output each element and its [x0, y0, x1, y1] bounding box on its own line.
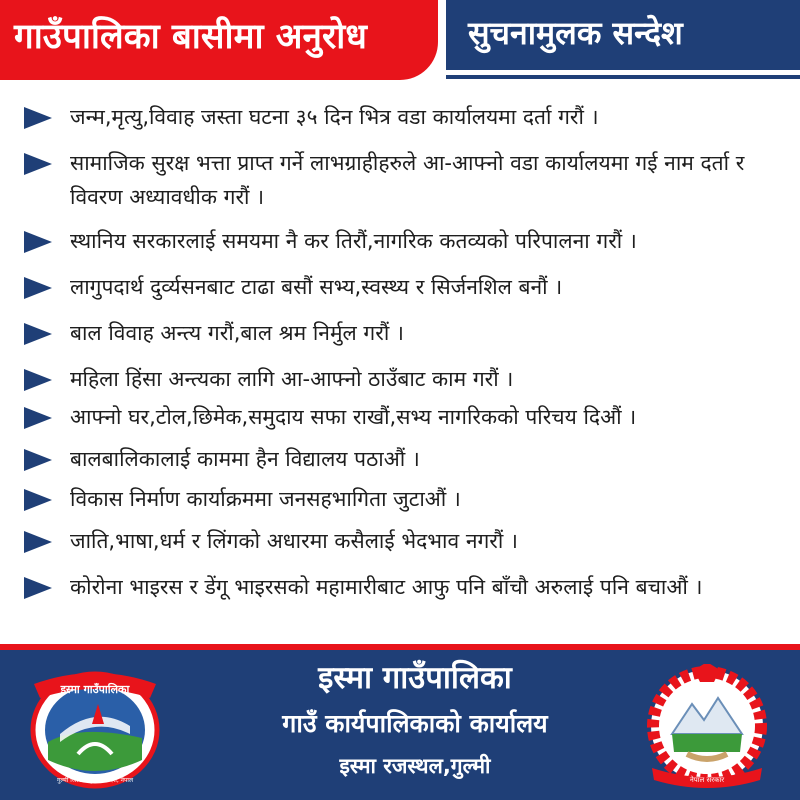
header-right-banner — [446, 0, 800, 70]
header-left-banner — [0, 0, 438, 80]
bullet-arrow-icon — [24, 153, 52, 175]
bullet-arrow-icon — [24, 107, 52, 129]
logo-bottom-text: गुल्मी जिल्ला, लुम्बिनी प्रदेश, नेपाल — [56, 777, 134, 784]
list-item-text: लागुपदार्थ दुर्व्यसनबाट टाढा बसौं सभ्य,स्वस्थ्य र सिर्जनशिल बनौं । — [70, 275, 563, 299]
bullet-arrow-icon — [24, 323, 52, 345]
government-emblem — [632, 664, 782, 794]
list-item-text: विकास निर्माण कार्याक्रममा जनसहभागिता जुटाऔं । — [70, 487, 461, 511]
bullet-arrow-icon — [24, 231, 52, 253]
list-item-text: जाति,भाषा,धर्म र लिंगको अधारमा कसैलाई भेदभाव नगरौं । — [70, 529, 518, 553]
bullet-arrow-icon — [24, 531, 52, 553]
list-item-text: स्थानिय सरकारलाई समयमा नै कर तिरौं,नागरिक कतव्यको परिपालना गरौं । — [70, 229, 637, 253]
bullet-arrow-icon — [24, 369, 52, 391]
footer-top-line — [0, 644, 800, 650]
footer-address: इस्मा रजस्थल,गुल्मी — [339, 754, 491, 778]
list-item-text: महिला हिंसा अन्त्यका लागि आ-आफ्नो ठाउँबाट काम गरौं । — [70, 367, 514, 391]
header-underline — [446, 75, 800, 79]
municipality-logo — [20, 664, 170, 794]
list-item-text: आफ्नो घर,टोल,छिमेक,समुदाय सफा राखौं,सभ्य नागरिकको परिचय दिऔं । — [70, 405, 637, 429]
header-right-title: सुचनामुलक सन्देश — [468, 14, 683, 52]
bullet-arrow-icon — [24, 449, 52, 471]
list-item-text: बालबालिकालाई काममा हैन विद्यालय पठाऔं । — [70, 447, 420, 471]
list-item-text: सामाजिक सुरक्ष भत्ता प्राप्त गर्ने लाभग्राहीहरुले आ-आफ्नो वडा कार्यालयमा गई नाम दर्ता र विवरण अध्यावधीक गरौं । — [70, 151, 745, 209]
header-left-title: गाउँपालिका बासीमा अनुरोध — [14, 17, 367, 57]
footer-municipality-name: इस्मा गाउँपालिका — [318, 660, 512, 696]
logo-top-text: इस्मा गाउँपालिका — [60, 683, 130, 696]
bullet-arrow-icon — [24, 277, 52, 299]
footer — [0, 644, 800, 800]
bullet-arrow-icon — [24, 407, 52, 429]
list-item-text: बाल विवाह अन्त्य गरौं,बाल श्रम निर्मुल गरौं । — [70, 321, 404, 345]
bullet-arrow-icon — [24, 489, 52, 511]
bullet-arrow-icon — [24, 577, 52, 599]
list-item-text: जन्म,मृत्यु,विवाह जस्ता घटना ३५ दिन भित्र वडा कार्यालयमा दर्ता गरौं । — [70, 105, 599, 129]
header — [0, 0, 800, 82]
emblem-text: नेपाल सरकार — [689, 776, 725, 784]
list-item-text: कोरोना भाइरस र डेंगू भाइरसको महामारीबाट आफु पनि बाँचौ अरुलाई पनि बचाऔं । — [70, 575, 703, 599]
footer-office-name: गाउँ कार्यपालिकाको कार्यालय — [282, 709, 548, 738]
